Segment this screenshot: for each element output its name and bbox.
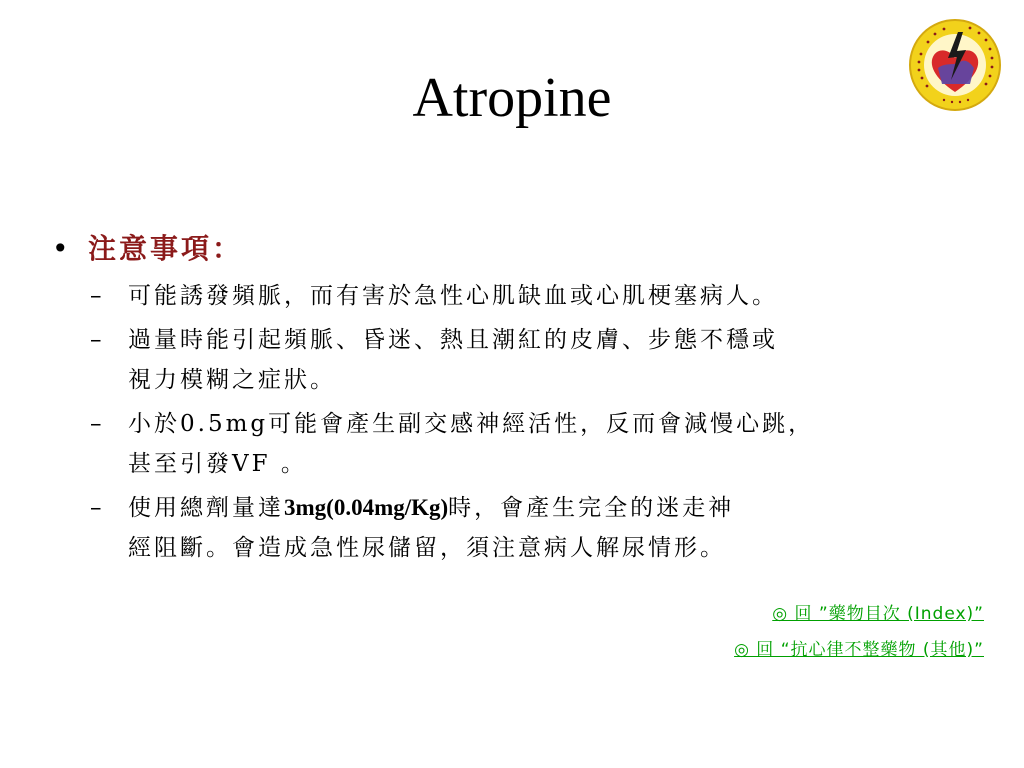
heading-text: 注意事項： bbox=[88, 232, 244, 265]
item-line: 小於0.5mg可能會產生副交感神經活性，反而會減慢心跳， bbox=[128, 411, 815, 437]
bullet-icon: • bbox=[52, 232, 72, 265]
slide-body bbox=[52, 226, 992, 568]
item-line: 視力模糊之症狀。 bbox=[128, 367, 336, 393]
list-item bbox=[90, 276, 992, 316]
association-seal-logo bbox=[908, 18, 1002, 112]
dash-icon: – bbox=[90, 411, 105, 437]
item-line-part: 使用總劑量達 bbox=[128, 495, 284, 521]
item-line: 甚至引發VF 。 bbox=[128, 451, 307, 477]
item-line: 過量時能引起頻脈、昏迷、熱且潮紅的皮膚、步態不穩或 bbox=[128, 327, 778, 353]
dash-icon: – bbox=[90, 283, 105, 309]
other-antiarrhythmics-link[interactable]: ◎ 回 “抗心律不整藥物 (其他)” bbox=[734, 640, 984, 660]
dosage-bold: 3mg(0.04mg/Kg) bbox=[284, 495, 449, 520]
item-line: 可能誘發頻脈，而有害於急性心肌缺血或心肌梗塞病人。 bbox=[128, 283, 778, 309]
list-item bbox=[90, 488, 992, 568]
item-line-part: 時，會產生完全的迷走神 bbox=[448, 495, 735, 521]
drug-index-link[interactable]: ◎ 回 ”藥物目次 (Index)” bbox=[772, 604, 984, 624]
navigation-links bbox=[734, 596, 984, 668]
slide-title: Atropine bbox=[412, 67, 612, 129]
dash-icon: – bbox=[90, 327, 105, 353]
list-item bbox=[90, 404, 992, 484]
item-line: 經阻斷。會造成急性尿儲留，須注意病人解尿情形。 bbox=[128, 535, 726, 561]
dash-icon: – bbox=[90, 495, 105, 521]
precautions-heading bbox=[52, 226, 992, 272]
list-item bbox=[90, 320, 992, 400]
